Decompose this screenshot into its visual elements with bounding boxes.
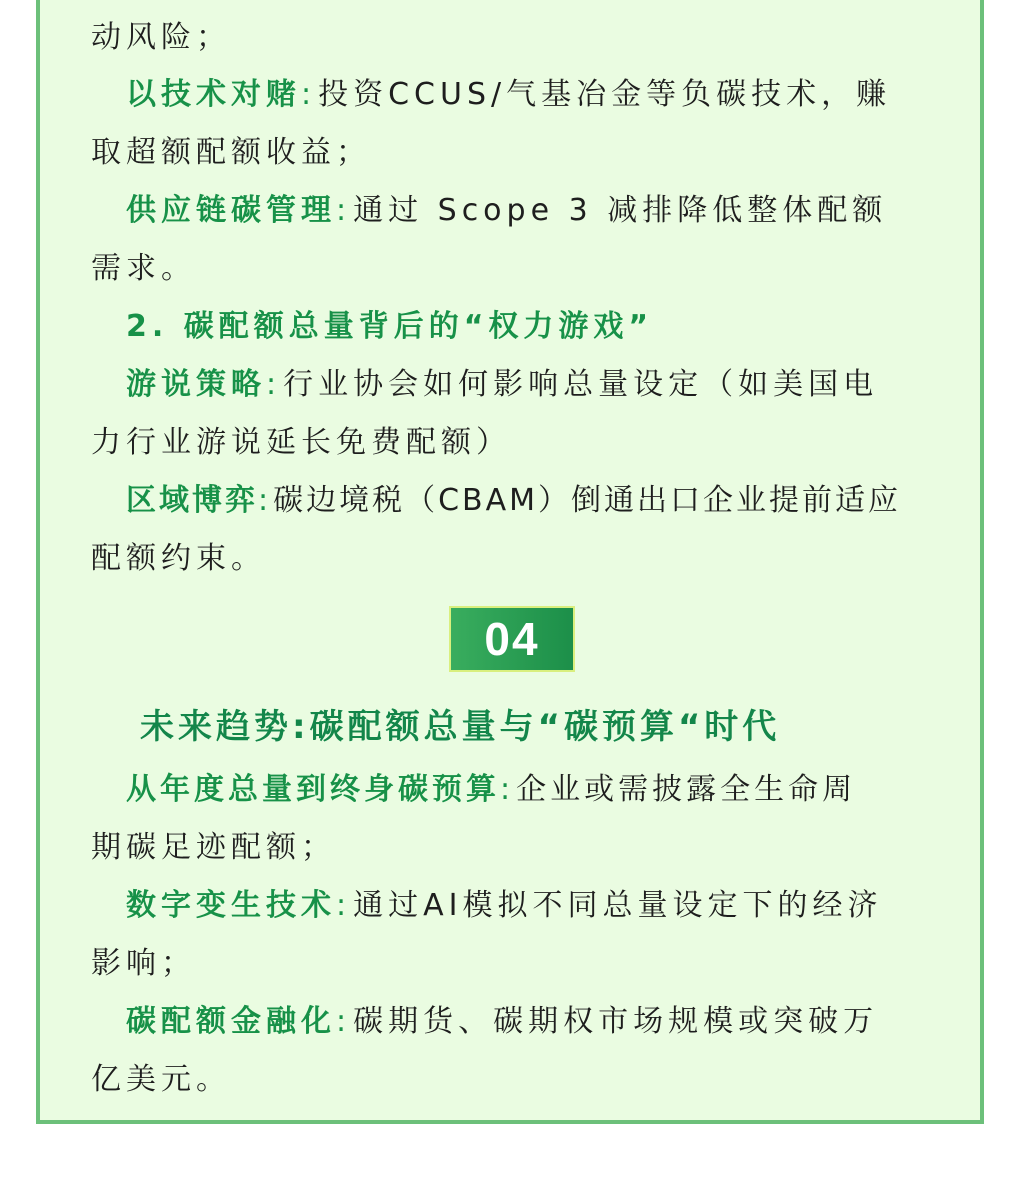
- text-line: 力行业游说延长免费配额）: [91, 425, 511, 460]
- item-text: 碳边境税（CBAM）倒通出口企业提前适应: [273, 483, 902, 518]
- item-colon: :: [336, 888, 352, 923]
- text-line: 影响；: [91, 946, 196, 981]
- item-colon: :: [500, 772, 515, 807]
- list-item-carbon-budget: [126, 770, 856, 810]
- item-text: 行业协会如何影响总量设定（如美国电: [283, 367, 879, 402]
- text-line: 期碳足迹配额；: [91, 830, 336, 865]
- list-item-supply-chain: [126, 191, 887, 231]
- item-text: 企业或需披露全生命周: [516, 772, 857, 807]
- subsection-heading: 2. 碳配额总量背后的“权力游戏”: [126, 309, 654, 344]
- text-line: 取超额配额收益；: [91, 135, 371, 170]
- item-term: 数字变生技术: [126, 888, 336, 923]
- section-number-badge: 04: [449, 606, 575, 672]
- text-line: 动风险；: [91, 20, 231, 55]
- text-line: 配额约束。: [91, 541, 266, 576]
- item-term: 供应链碳管理: [126, 193, 336, 228]
- list-item-financialization: [126, 1002, 878, 1042]
- item-term: 区域博弈: [126, 483, 258, 518]
- item-colon: :: [301, 77, 317, 112]
- text-line: 亿美元。: [91, 1062, 231, 1097]
- item-colon: :: [258, 483, 272, 518]
- text-line: 需求。: [91, 251, 196, 286]
- item-term: 从年度总量到终身碳预算: [126, 772, 500, 807]
- item-text: 通过 Scope 3 减排降低整体配额: [353, 193, 888, 228]
- item-text: 通过AI模拟不同总量设定下的经济: [353, 888, 883, 923]
- item-colon: :: [336, 193, 352, 228]
- list-item-digital-twin: [126, 886, 882, 926]
- list-item-tech-bet: [126, 75, 891, 115]
- item-colon: :: [266, 367, 282, 402]
- item-term: 碳配额金融化: [126, 1004, 336, 1039]
- item-term: 游说策略: [126, 367, 266, 402]
- item-term: 以技术对赌: [126, 77, 301, 112]
- item-colon: :: [336, 1004, 352, 1039]
- item-text: 投资CCUS/气基冶金等负碳技术，赚: [318, 77, 892, 112]
- item-text: 碳期货、碳期权市场规模或突破万: [353, 1004, 879, 1039]
- list-item-regional: [126, 481, 901, 521]
- section-title: 未来趋势:碳配额总量与“碳预算“时代: [140, 707, 781, 747]
- list-item-lobbying: [126, 365, 878, 405]
